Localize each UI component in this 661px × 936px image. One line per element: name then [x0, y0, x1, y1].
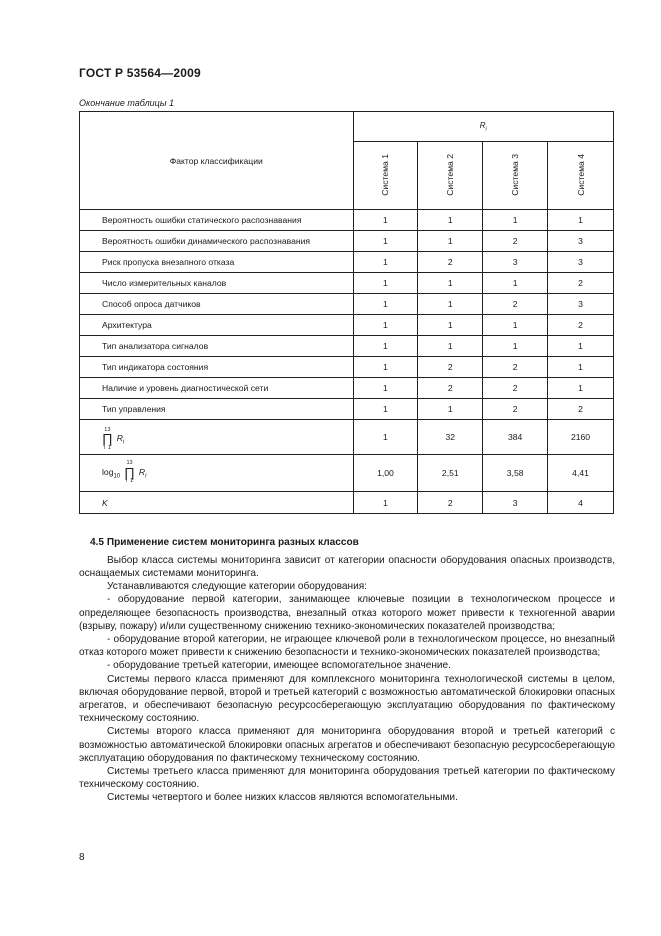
table-cell: 1 — [418, 399, 483, 420]
row-label: Тип управления — [80, 399, 354, 420]
table-cell: 1 — [418, 294, 483, 315]
row-label: Число измерительных каналов — [80, 273, 354, 294]
table-cell: 2 — [418, 357, 483, 378]
table-cell: 2 — [548, 273, 614, 294]
log-product-formula — [80, 455, 354, 492]
product-symbol — [124, 461, 135, 484]
table-cell: 32 — [418, 420, 483, 455]
product-lower-limit: i 1 — [125, 478, 134, 485]
table-row — [80, 399, 614, 420]
table-cell: 2 — [483, 357, 548, 378]
classification-table — [79, 111, 614, 514]
paragraph: Системы третьего класса применяют для мониторинга оборудования третьей категории по фактическому техническому состоянию. — [79, 765, 615, 791]
product-symbol — [102, 428, 113, 451]
paragraph: Системы второго класса применяют для мониторинга оборудования второй и третьей категорий с возможностью автоматической блокировки опасных агрегатов и обеспечивают безопасную ресурсосберегающую эксплуатацию оборудования по фактическому техническому состоянию. — [79, 726, 615, 764]
table-cell: 3,58 — [483, 455, 548, 492]
system-header-4 — [548, 142, 614, 210]
table-cell: 2 — [483, 231, 548, 252]
table-cell: 2 — [483, 294, 548, 315]
table-cell: 2 — [548, 315, 614, 336]
table-cell: 1 — [353, 294, 418, 315]
log-text: log — [102, 466, 114, 477]
k-row — [80, 492, 614, 514]
table-cell: 1 — [548, 336, 614, 357]
table-row — [80, 336, 614, 357]
row-label: Тип индикатора состояния — [80, 357, 354, 378]
table-row — [80, 294, 614, 315]
table-cell: 1 — [483, 273, 548, 294]
system-header-label: Система 1 — [380, 153, 391, 196]
product-upper-limit: 13 — [126, 460, 133, 467]
table-cell: 1 — [418, 315, 483, 336]
variable-letter: R — [138, 466, 146, 477]
table-cell: 2 — [418, 252, 483, 273]
table-cell: 3 — [483, 492, 548, 514]
table-cell: 3 — [483, 252, 548, 273]
product-sign: ∏ — [124, 464, 135, 480]
system-header-3 — [483, 142, 548, 210]
row-label: Способ опроса датчиков — [80, 294, 354, 315]
log-base: 10 — [113, 473, 121, 480]
row-label: Тип анализатора сигналов — [80, 336, 354, 357]
table-cell: 1 — [353, 378, 418, 399]
table-row — [80, 357, 614, 378]
table-cell: 2 — [418, 378, 483, 399]
row-label: Риск пропуска внезапного отказа — [80, 252, 354, 273]
table-cell: 1 — [483, 315, 548, 336]
row-label: Вероятность ошибки статического распознавания — [80, 210, 354, 231]
system-header-label: Система 3 — [510, 153, 521, 196]
row-label: Архитектура — [80, 315, 354, 336]
table-cell: 2 — [483, 378, 548, 399]
paragraph: - оборудование первой категории, занимающее ключевые позиции в технологическом процессе и определяющее безопасность производства, внезапный отказ которого может привести к техногенной аварии (взрыву, пожару) и/или существенному снижению технико-экономических показателей производства; — [79, 594, 615, 632]
table-cell: 1 — [548, 378, 614, 399]
table-cell: 2,51 — [418, 455, 483, 492]
ri-header-var: R — [479, 120, 486, 130]
paragraph: Системы четвертого и более низких классов являются вспомогательными. — [107, 792, 458, 804]
product-row — [80, 420, 614, 455]
product-variable — [139, 467, 147, 480]
log-label — [102, 467, 120, 480]
paragraph: Системы первого класса применяют для комплексного мониторинга технологической системы в целом, включая оборудование первой, второй и третьей категорий с возможностью автоматической блокировки опасных агрегатов, и обеспечивают безопасную ресурсосберегающую эксплуатацию оборудования по фактическому техническому состоянию. — [79, 673, 615, 725]
paragraph: - оборудование третьей категории, имеющее вспомогательное значение. — [107, 660, 451, 672]
table-cell: 1 — [353, 210, 418, 231]
section-heading: 4.5 Применение систем мониторинга разных классов — [90, 537, 359, 548]
variable-index: i — [122, 439, 125, 446]
table-row — [80, 378, 614, 399]
product-lower-limit: i 1 — [103, 444, 112, 451]
table-cell: 1 — [483, 336, 548, 357]
row-label: Наличие и уровень диагностической сети — [80, 378, 354, 399]
product-formula — [80, 420, 354, 455]
table-cell: 4,41 — [548, 455, 614, 492]
table-cell: 1 — [353, 336, 418, 357]
table-row — [80, 315, 614, 336]
product-variable — [117, 433, 125, 446]
table-cell: 1 — [353, 399, 418, 420]
factor-header-label: Фактор классификации — [169, 155, 263, 166]
table-cell: 1 — [548, 210, 614, 231]
table-cell: 2 — [548, 399, 614, 420]
table-caption: Окончание таблицы 1 — [79, 98, 174, 108]
paragraph: - оборудование второй категории, не играющее ключевой роли в технологическом процессе, но внезапный отказ которого может привести к снижению безопасности и технико-экономических показателей производства; — [79, 633, 615, 659]
product-sign: ∏ — [102, 431, 113, 447]
log-row — [80, 455, 614, 492]
paragraph: Выбор класса системы мониторинга зависит от категории опасности оборудования опасных производств, оснащаемых системами мониторинга. — [79, 554, 615, 579]
ri-header — [353, 112, 614, 142]
table-cell: 1 — [353, 357, 418, 378]
table-cell: 1 — [418, 231, 483, 252]
product-upper-limit: 13 — [104, 426, 111, 433]
factor-header — [80, 112, 354, 210]
table-cell: 1 — [353, 315, 418, 336]
table-cell: 1 — [418, 210, 483, 231]
table-cell: 1 — [353, 273, 418, 294]
table-cell: 2 — [418, 492, 483, 514]
table-cell: 3 — [548, 252, 614, 273]
table-cell: 1 — [418, 336, 483, 357]
table-cell: 1 — [353, 231, 418, 252]
variable-letter: R — [116, 433, 123, 444]
table-cell: 2 — [483, 399, 548, 420]
table-cell: 1 — [353, 492, 418, 514]
system-header-label: Система 2 — [445, 153, 456, 196]
row-label: Вероятность ошибки динамического распознавания — [80, 231, 354, 252]
table-cell: 1 — [353, 420, 418, 455]
ri-header-sub: i — [485, 126, 487, 133]
k-label: K — [80, 492, 354, 514]
table-cell: 3 — [548, 231, 614, 252]
table-row — [80, 231, 614, 252]
table-cell: 2160 — [548, 420, 614, 455]
table-cell: 4 — [548, 492, 614, 514]
table-row — [80, 273, 614, 294]
table-cell: 1,00 — [353, 455, 418, 492]
variable-index: i — [145, 473, 147, 480]
table-cell: 1 — [548, 357, 614, 378]
table-cell: 1 — [418, 273, 483, 294]
table-cell: 384 — [483, 420, 548, 455]
table-cell: 1 — [483, 210, 548, 231]
page-number: 8 — [79, 852, 85, 863]
table-row — [80, 210, 614, 231]
system-header-2 — [418, 142, 483, 210]
document-header: ГОСТ Р 53564—2009 — [79, 66, 201, 80]
table-row — [80, 252, 614, 273]
section-text — [79, 536, 615, 805]
system-header-label: Система 4 — [575, 153, 586, 196]
system-header-1 — [353, 142, 418, 210]
table-cell: 3 — [548, 294, 614, 315]
table-cell: 1 — [353, 252, 418, 273]
paragraph: Устанавливаются следующие категории оборудования: — [107, 581, 367, 593]
